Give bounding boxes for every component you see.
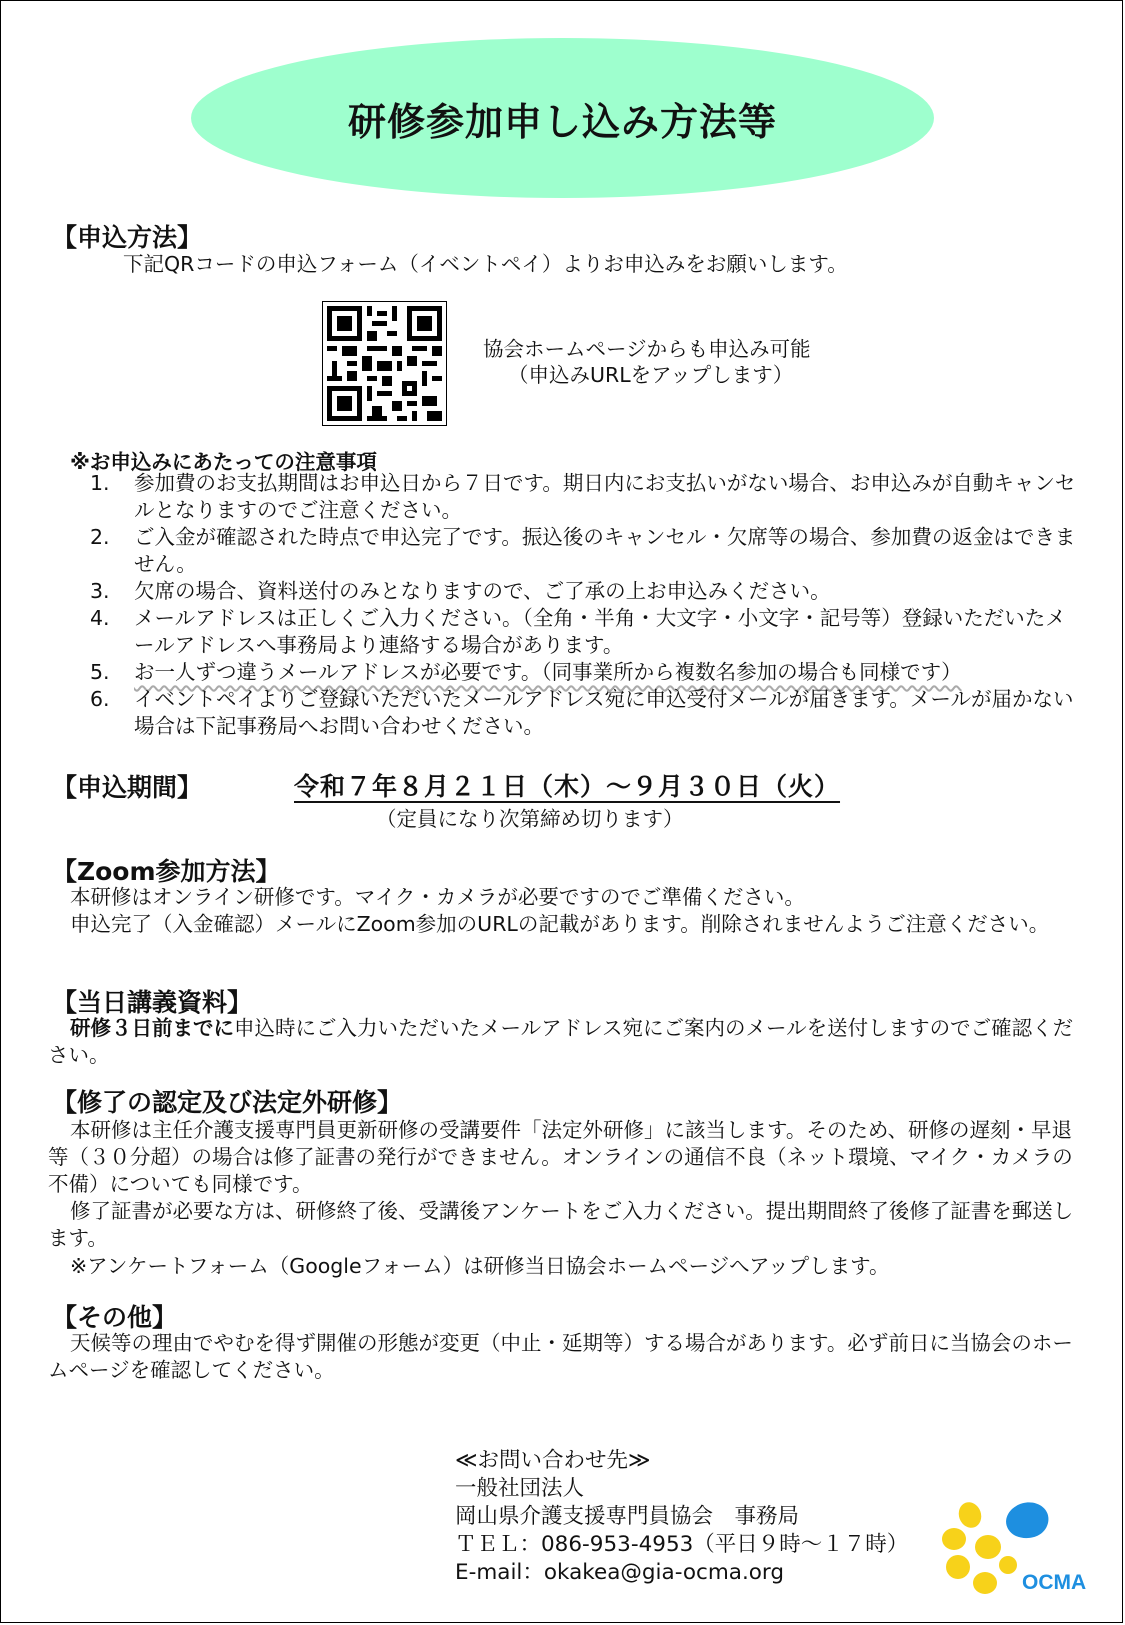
qr-note-line1: 協会ホームページからも申込み可能	[483, 337, 811, 361]
page-title: 研修参加申し込み方法等	[347, 99, 777, 144]
list-item: 3. 欠席の場合、資料送付のみとなりますので、ご了承の上お申込みください。	[90, 579, 831, 603]
period-note: （定員になり次第締め切ります）	[376, 807, 684, 831]
zoom-heading: 【Zoom参加方法】	[52, 857, 281, 886]
materials-deadline: 研修３日前までに	[70, 1016, 234, 1040]
other-heading: 【その他】	[52, 1303, 178, 1332]
materials-text: 研修３日前までに申込時にご入力いただいたメールアドレス宛にご案内のメールを送付しますのでご確認ください。	[48, 1016, 1074, 1067]
zoom-line1: 本研修はオンライン研修です。マイク・カメラが必要ですのでご準備ください。	[70, 885, 805, 909]
list-item: 2. ご入金が確認された時点で申込完了です。振込後のキャンセル・欠席等の場合、参加費の返金はできません。	[90, 525, 1076, 576]
completion-para3: ※アンケートフォーム（Googleフォーム）は研修当日協会ホームページへアップします。	[70, 1254, 890, 1278]
completion-heading: 【修了の認定及び法定外研修】	[52, 1088, 403, 1117]
contact-label: ≪お問い合わせ先≫	[455, 1448, 651, 1473]
completion-para1: 本研修は主任介護支援専門員更新研修の受講要件「法定外研修」に該当します。そのため、研修の遅刻・早退等（３０分超）の場合は修了証書の発行ができません。オンラインの通信不良（ネット環境、マイク・カメラの不備）についても同様です。	[48, 1118, 1073, 1196]
contact-org-name: 岡山県介護支援専門員協会 事務局	[455, 1504, 800, 1529]
application-method-intro: 下記QRコードの申込フォーム（イベントペイ）よりお申込みをお願いします。	[123, 252, 848, 276]
qr-note-line2: （申込みURLをアップします）	[508, 363, 794, 387]
qr-code-icon[interactable]	[322, 301, 447, 426]
completion-para2: 修了証書が必要な方は、研修終了後、受講後アンケートをご入力ください。提出期間終了後修了証書を郵送します。	[48, 1199, 1074, 1250]
materials-heading: 【当日講義資料】	[52, 988, 253, 1017]
contact-email[interactable]: E-mail：okakea@gia-ocma.org	[455, 1560, 785, 1585]
list-item: 5. お一人ずつ違うメールアドレスが必要です。（同事業所から複数名参加の場合も同様です）	[90, 660, 962, 684]
title-banner	[191, 38, 934, 198]
period-dates: 令和７年８月２１日（木）～９月３０日（火）	[294, 772, 841, 801]
notes-heading: ※お申込みにあたっての注意事項	[70, 450, 377, 474]
zoom-line2: 申込完了（入金確認）メールにZoom参加のURLの記載があります。削除されませんようご注意ください。	[70, 912, 1050, 936]
contact-tel[interactable]: ＴＥＬ：086-953-4953（平日９時～１７時）	[455, 1532, 909, 1557]
period-heading: 【申込期間】	[52, 773, 203, 802]
ocma-logo-icon	[940, 1497, 1095, 1597]
contact-block	[455, 1447, 908, 1587]
application-method-heading: 【申込方法】	[52, 223, 203, 252]
contact-org-type: 一般社団法人	[455, 1476, 585, 1501]
list-item: 4. メールアドレスは正しくご入力ください。（全角・半角・大文字・小文字・記号等）登録いただいたメールアドレスへ事務局より連絡する場合があります。	[90, 606, 1066, 657]
list-item: 1. 参加費のお支払期間はお申込日から７日です。期日内にお支払いがない場合、お申込みが自動キャンセルとなりますのでご注意ください。	[90, 471, 1076, 522]
other-text: 天候等の理由でやむを得ず開催の形態が変更（中止・延期等）する場合があります。必ず前日に当協会のホームページを確認してください。	[48, 1331, 1073, 1382]
notes-list	[80, 470, 1080, 740]
logo-text: OCMA	[1022, 1571, 1087, 1594]
list-item: 6. イベントペイよりご登録いただいたメールアドレス宛に申込受付メールが届きます。メールが届かない場合は下記事務局へお問い合わせください。	[90, 687, 1074, 738]
